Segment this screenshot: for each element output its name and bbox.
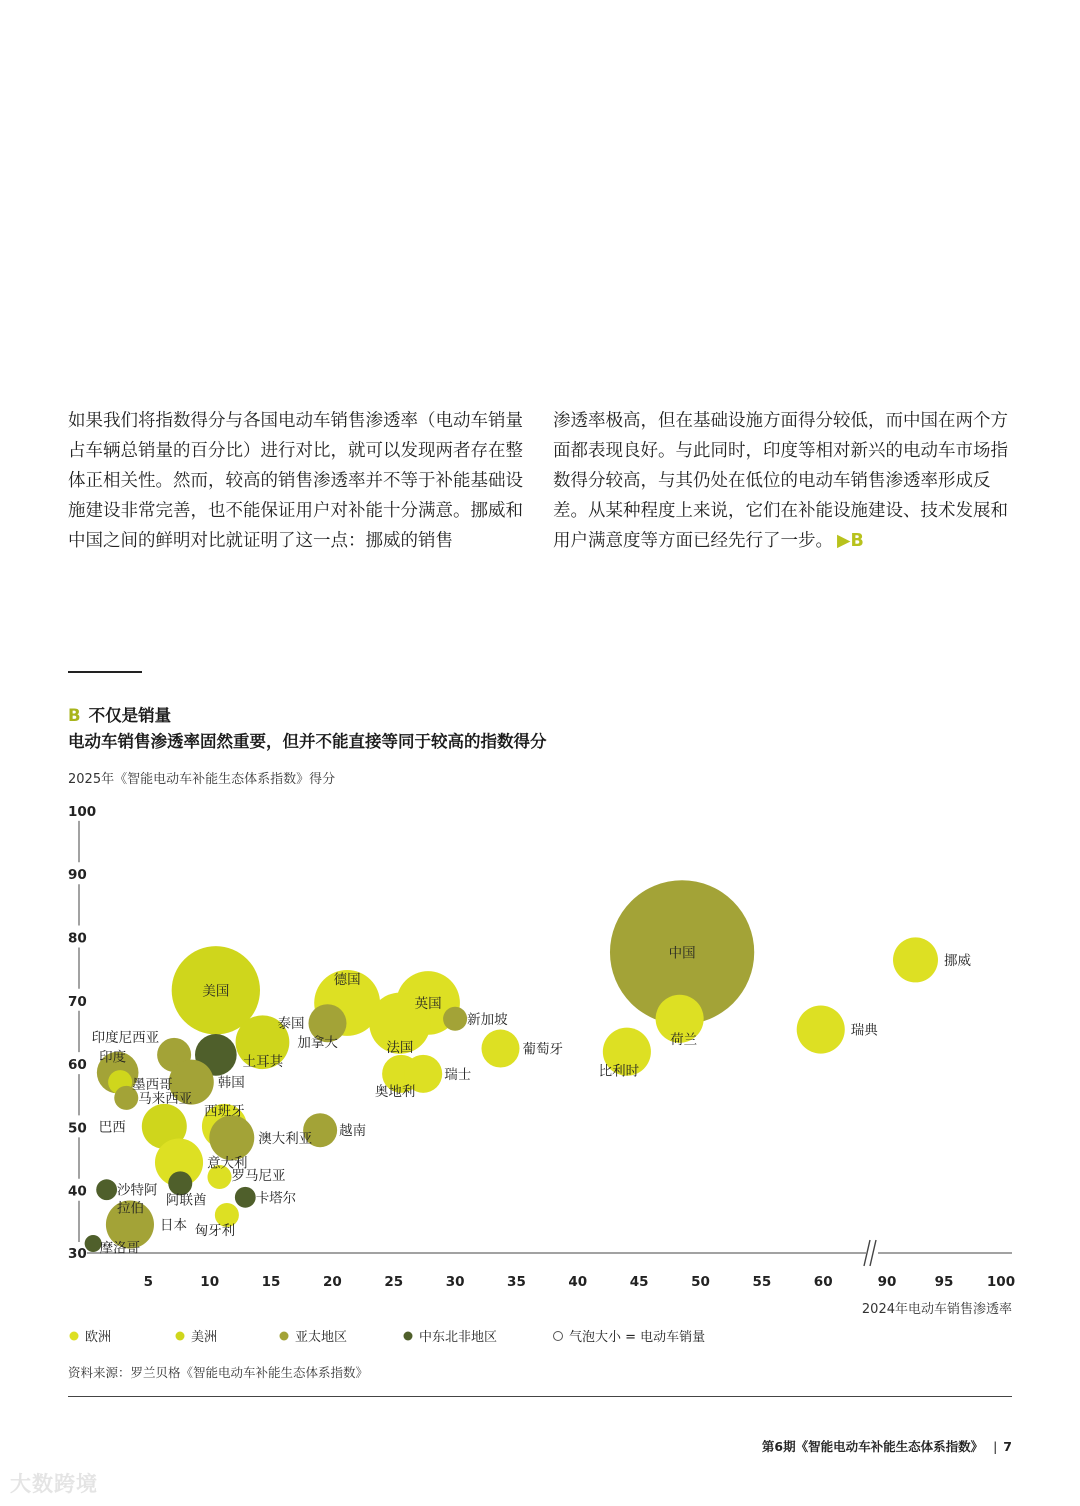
bubble-label: 西班牙	[204, 1103, 245, 1120]
x-tick-label: 100	[986, 1274, 1016, 1290]
bubble-label: 法国	[386, 1040, 414, 1057]
y-tick-label: 30	[68, 1246, 87, 1262]
bubble-label: 比利时	[598, 1063, 640, 1080]
body-text-left	[68, 406, 528, 556]
bubble-label: 挪威	[943, 952, 971, 969]
body-paragraph-left: 如果我们将指数得分与各国电动车销售渗透率（电动车销量占车辆总销量的百分比）进行对比，就可以发现两者存在整体正相关性。然而，较高的销售渗透率并不等于补能基础设施建设非常完善，也不能保证用户对补能十分满意。挪威和中国之间的鲜明对比就证明了这一点：挪威的销售	[68, 411, 523, 551]
page-footer	[762, 1437, 1012, 1455]
x-tick-label: 60	[813, 1274, 833, 1290]
chart-legend	[70, 1329, 706, 1345]
bubble-label: 瑞典	[850, 1022, 878, 1039]
watermark: 大数跨境	[10, 1472, 98, 1496]
chart-bubbles	[85, 880, 938, 1252]
bubble-label: 摩洛哥	[99, 1240, 141, 1257]
figure-reference-link[interactable]: ▶B	[837, 531, 864, 551]
bubble-瑞典	[797, 1006, 845, 1054]
bubble-label: 阿联酋	[166, 1192, 207, 1209]
x-tick-label: 25	[384, 1274, 404, 1290]
y-tick-label: 40	[68, 1183, 87, 1200]
bubble-chart	[0, 760, 1080, 1360]
bubble-卡塔尔	[235, 1187, 256, 1208]
bubble-label: 英国	[414, 995, 442, 1012]
bubble-label: 越南	[339, 1123, 367, 1140]
bubble-label: 马来西亚	[138, 1090, 193, 1107]
figure-title	[68, 702, 171, 726]
x-tick-label: 90	[877, 1274, 897, 1290]
legend-label: 欧洲	[85, 1330, 112, 1345]
x-tick-label: 20	[323, 1274, 342, 1290]
bubble-label: 日本	[159, 1217, 187, 1234]
y-tick-label: 100	[68, 803, 97, 820]
bubble-label: 韩国	[217, 1075, 245, 1092]
legend-marker	[176, 1332, 185, 1341]
x-axis-break-mark	[870, 1240, 876, 1266]
bubble-沙特阿拉伯	[96, 1179, 117, 1200]
legend-label: 亚太地区	[295, 1330, 348, 1345]
x-tick-label: 10	[200, 1274, 220, 1290]
bubble-label: 匈牙利	[194, 1223, 236, 1240]
legend-marker	[280, 1332, 289, 1341]
bubble-label: 荷兰	[670, 1031, 698, 1048]
bubble-label: 罗马尼亚	[231, 1168, 286, 1185]
bubble-label: 奥地利	[374, 1083, 416, 1100]
page-number: 7	[1003, 1439, 1012, 1454]
bubble-label: 意大利	[207, 1155, 248, 1172]
figure-subtitle: 电动车销售渗透率固然重要，但并不能直接等同于较高的指数得分	[68, 732, 547, 751]
y-tick-label: 80	[68, 930, 87, 947]
bubble-label: 瑞士	[444, 1066, 472, 1083]
bubble-label: 澳大利亚	[258, 1130, 313, 1147]
y-axis-title: 2025年《智能电动车补能生态体系指数》得分	[68, 772, 336, 787]
x-axis-title: 2024年电动车销售渗透率	[861, 1302, 1012, 1317]
bubble-澳大利亚	[209, 1115, 254, 1160]
bubble-label: 中国	[668, 945, 696, 962]
x-tick-label: 95	[934, 1274, 954, 1290]
section-divider	[68, 671, 142, 673]
legend-marker	[554, 1332, 563, 1341]
legend-marker	[70, 1332, 79, 1341]
legend-label: 气泡大小 = 电动车销量	[569, 1330, 706, 1345]
source-note: 资料来源：罗兰贝格《智能电动车补能生态体系指数》	[68, 1365, 369, 1380]
bubble-label: 葡萄牙	[522, 1041, 564, 1058]
x-tick-label: 15	[261, 1274, 281, 1290]
footer-issue: 第6期《智能电动车补能生态体系指数》	[761, 1439, 984, 1454]
x-tick-label: 55	[752, 1274, 772, 1290]
bubble-label: 印度尼西亚	[91, 1029, 160, 1046]
bubble-label: 泰国	[277, 1016, 305, 1033]
bubble-葡萄牙	[481, 1030, 519, 1068]
legend-label: 美洲	[191, 1330, 218, 1345]
bubble-label: 巴西	[98, 1119, 126, 1136]
bubble-label: 沙特阿	[117, 1182, 158, 1199]
figure-letter: B	[68, 706, 81, 725]
bubble-label: 墨西哥	[132, 1077, 173, 1094]
body-text	[68, 406, 1013, 556]
legend-label: 中东北非地区	[419, 1330, 498, 1345]
bubble-label: 土耳其	[242, 1053, 284, 1070]
bubble-label: 印度	[99, 1049, 127, 1066]
figure-title-text: 不仅是销量	[88, 706, 172, 725]
x-tick-label: 5	[143, 1274, 154, 1290]
legend-marker	[404, 1332, 413, 1341]
y-tick-label: 90	[68, 867, 87, 884]
footer-divider	[68, 1396, 1012, 1397]
x-tick-label: 50	[691, 1274, 710, 1290]
bubble-label: 卡塔尔	[255, 1190, 297, 1207]
bubble-label: 德国	[333, 971, 361, 988]
y-tick-label: 60	[68, 1057, 87, 1074]
x-tick-label: 40	[568, 1274, 588, 1290]
y-tick-label: 70	[68, 993, 87, 1010]
body-text-right	[553, 406, 1013, 556]
body-paragraph-right: 渗透率极高，但在基础设施方面得分较低，而中国在两个方面都表现良好。与此同时，印度等相对新兴的电动车市场指数得分较高，与其仍处在低位的电动车销售渗透率形成反差。从某种程度上来说，它们在补能设施建设、技术发展和用户满意度等方面已经先行了一步。	[553, 411, 1008, 551]
x-tick-label: 30	[445, 1274, 465, 1290]
bubble-label: 拉伯	[117, 1200, 145, 1217]
y-tick-label: 50	[68, 1120, 87, 1137]
bubble-label: 新加坡	[467, 1011, 508, 1028]
bubble-label: 加拿大	[297, 1035, 338, 1052]
bubble-挪威	[893, 937, 938, 982]
bubble-新加坡	[443, 1007, 467, 1031]
x-tick-label: 35	[507, 1274, 526, 1290]
bubble-label: 美国	[202, 983, 230, 1000]
footer-separator: |	[993, 1439, 998, 1454]
x-tick-label: 45	[629, 1274, 649, 1290]
